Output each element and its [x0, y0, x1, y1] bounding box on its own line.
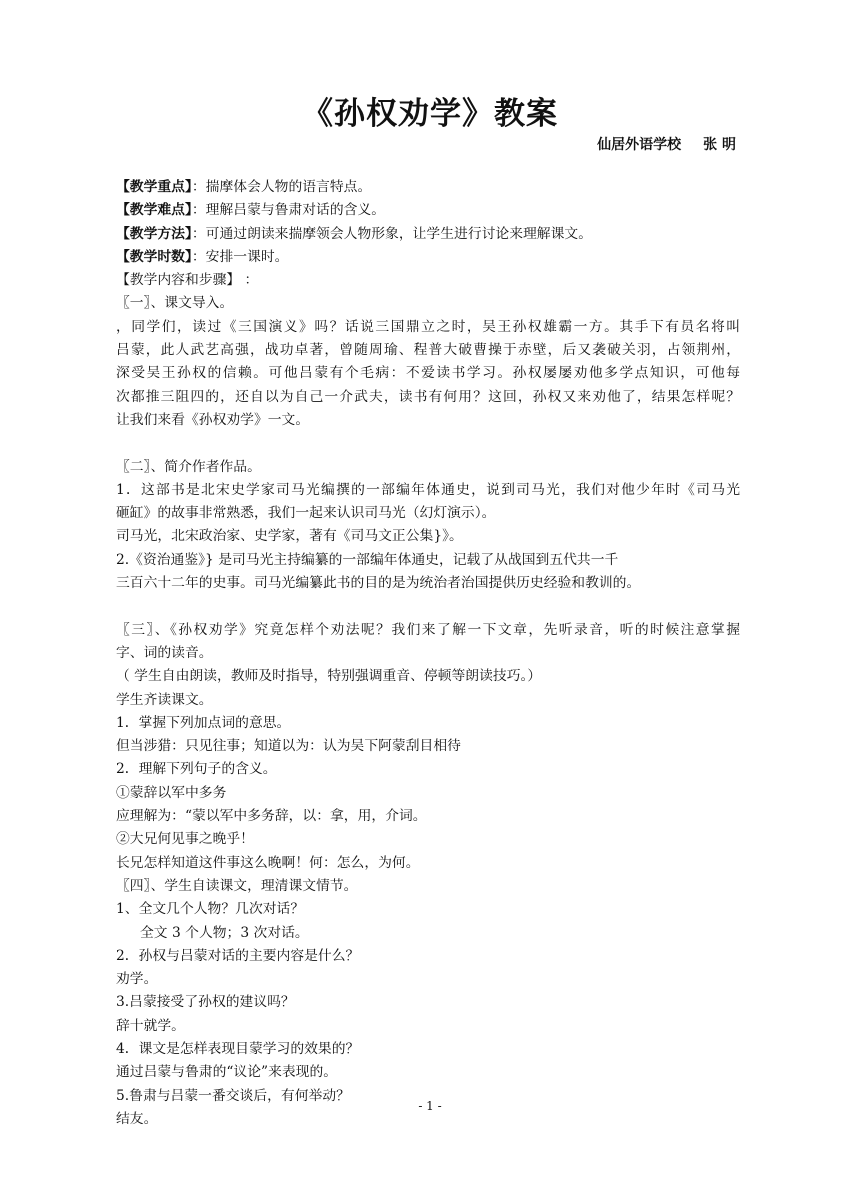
paragraph-line: 三百六十二年的史事。司马光编纂此书的目的是为统治者治国提供历史经验和教训的。 — [116, 575, 641, 592]
item-hours: 【教学时数】：安排一课时。 — [116, 248, 289, 265]
item-steps: 【教学内容和步骤】 ： — [116, 272, 259, 289]
paragraph-line: ①蒙辞以军中多务 — [116, 784, 227, 801]
paragraph-line: 2．理解下列句子的含义。 — [116, 761, 277, 778]
section-heading-3: 〖三〗、《孙权劝学》究竟怎样个劝法呢？我们来了解一下文章，先听录音，听的时候注意掌握 — [116, 621, 740, 638]
paragraph-line: 1、全文几个人物？几次对话？ — [116, 901, 305, 918]
item-difficulty: 【教学难点】：理解吕蒙与鲁肃对话的含义。 — [116, 202, 386, 219]
paragraph-line: 应理解为：“蒙以军中多务辞，以：拿，用，介词。 — [116, 808, 427, 825]
paragraph-line: 字、词的读音。 — [116, 644, 213, 661]
paragraph-line: 3.吕蒙接受了孙权的建议吗？ — [116, 994, 295, 1011]
paragraph-line: （ 学生自由朗读，教师及时指导，特别强调重音、停顿等朗读技巧。） — [116, 668, 542, 685]
section-heading-2: 〖二〗、简介作者作品。 — [116, 458, 261, 475]
paragraph-line: 1．这部书是北宋史学家司马光编撰的一部编年体通史，说到司马光，我们对他少年时《司马光 — [116, 481, 740, 498]
paragraph-line: 4．课文是怎样表现目蒙学习的效果的？ — [116, 1040, 360, 1057]
paragraph-line: 吕蒙，此人武艺高强，战功卓著，曾随周瑜、程普大破曹操于赤壁，后又袭破关羽，占领荆州， — [116, 342, 740, 359]
paragraph-line: 辞十就学。 — [116, 1017, 185, 1034]
paragraph-line: 全文 3 个人物；3 次对话。 — [140, 924, 309, 941]
paragraph-line: 让我们来看《孙权劝学》一文。 — [116, 411, 310, 428]
author-line — [597, 134, 736, 154]
section-heading-1: 〖一〗、课文导入。 — [116, 295, 234, 312]
paragraph-line: 2．孙权与吕蒙对话的主要内容是什么？ — [116, 947, 360, 964]
paragraph-line: 但当涉猎：只见往事；知道以为：认为吴下阿蒙刮目相待 — [116, 738, 461, 755]
section-heading-4: 〖四〗、学生自读课文，理清课文情节。 — [116, 877, 358, 894]
page-number: - 1 - — [418, 1099, 442, 1113]
paragraph-line: 结友。 — [116, 1110, 158, 1127]
paragraph-line: 学生齐读课文。 — [116, 691, 213, 708]
paragraph-line: 5.鲁肃与吕蒙一番交谈后，有何举动？ — [116, 1087, 350, 1104]
paragraph-line: 2.《资治通鉴》} 是司马光主持编纂的一部编年体通史，记载了从战国到五代共一千 — [116, 551, 619, 568]
document-title: 《孙权劝学》教案 — [302, 96, 558, 132]
paragraph-line: 砸缸》的故事非常熟悉，我们一起来认识司马光（幻灯演示）。 — [116, 505, 496, 522]
paragraph-line: ，同学们，读过《三国演义》吗？话说三国鼎立之时，吴王孙权雄霸一方。其手下有员名将叫 — [116, 318, 740, 335]
paragraph-line: 司马光，北宋政治家、史学家，著有《司马文正公集}》。 — [116, 528, 463, 545]
item-focus: 【教学重点】：揣摩体会人物的语言特点。 — [116, 179, 372, 195]
paragraph-line: ②大兄何见事之晚乎！ — [116, 831, 254, 848]
document-body — [116, 176, 740, 1131]
author-name: 张 明 — [703, 137, 736, 153]
item-method: 【教学方法】：可通过朗读来揣摩领会人物形象，让学生进行讨论来理解课文。 — [116, 225, 592, 242]
author-school: 仙居外语学校 — [597, 137, 682, 153]
paragraph-line: 长兄怎样知道这件事这么晚啊！何：怎么，为何。 — [116, 854, 420, 871]
paragraph-line: 深受吴王孙权的信赖。可他吕蒙有个毛病：不爱读书学习。孙权屡屡劝他多学点知识，可他每 — [116, 365, 740, 382]
spacer — [116, 595, 740, 618]
paragraph-line: 劝学。 — [116, 971, 158, 988]
spacer — [116, 432, 740, 455]
paragraph-line: 次都推三阻四的，还自以为自己一介武夫，读书有何用？这回，孙权又来劝他了，结果怎样呢？ — [116, 388, 740, 405]
paragraph-line: 1．掌握下列加点词的意思。 — [116, 714, 291, 731]
paragraph-line: 通过吕蒙与鲁肃的“议论”来表现的。 — [116, 1064, 338, 1081]
